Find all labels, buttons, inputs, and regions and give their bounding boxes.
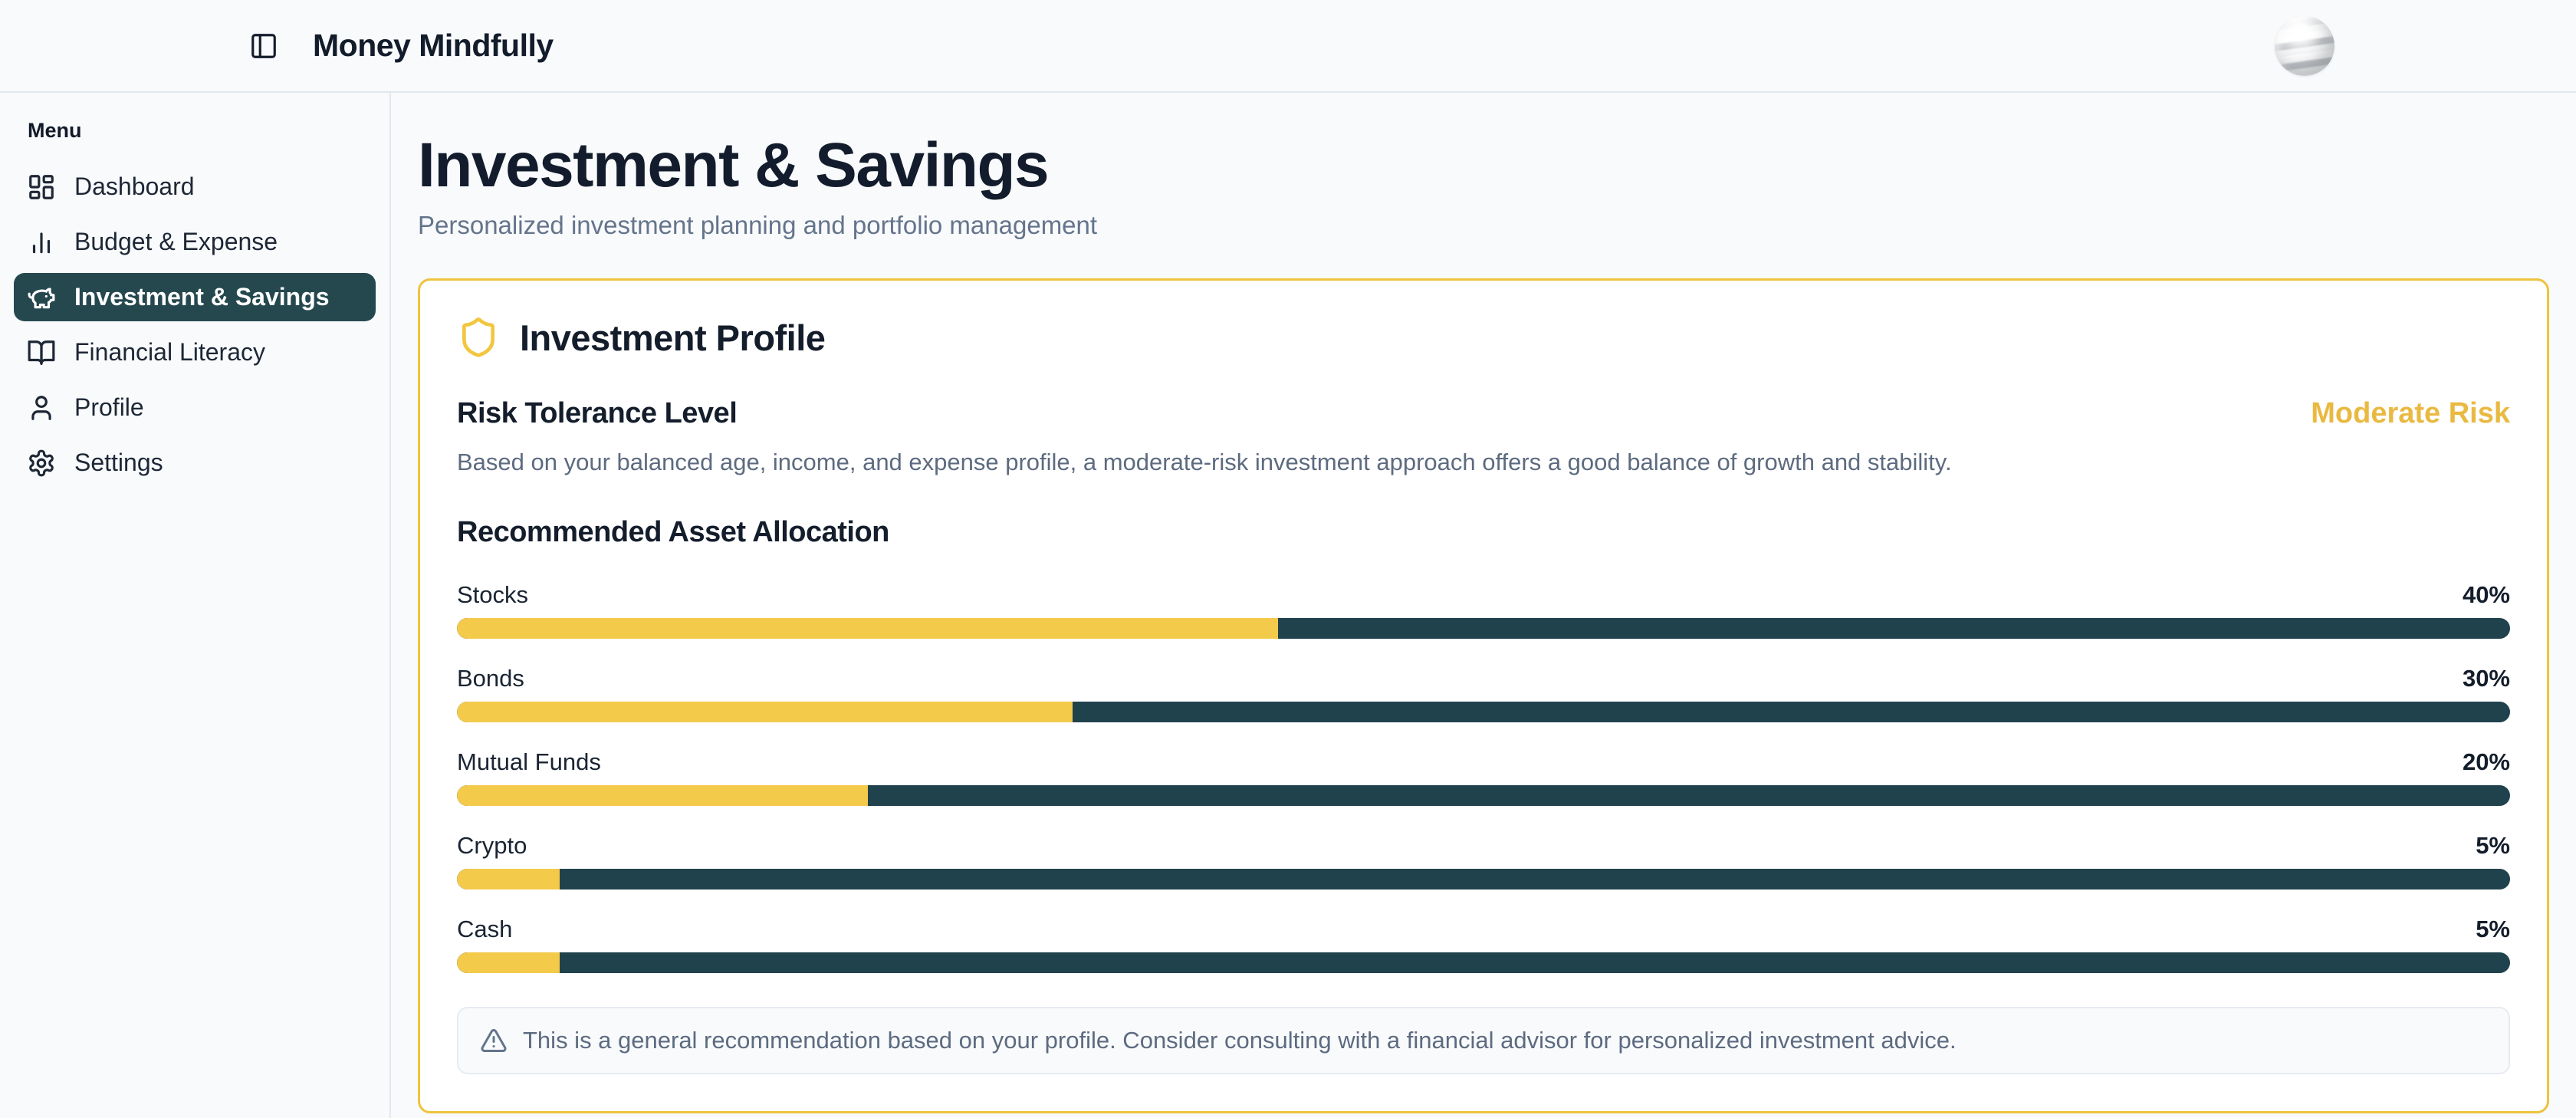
sidebar-toggle-button[interactable] xyxy=(247,29,281,63)
allocation-value: 30% xyxy=(2462,665,2510,692)
sidebar-item-dashboard[interactable] xyxy=(14,163,376,211)
card-title: Investment Profile xyxy=(520,317,826,358)
app-header xyxy=(0,0,2576,93)
page-title: Investment & Savings xyxy=(418,130,1049,200)
sidebar-item-investment-savings[interactable] xyxy=(14,273,376,321)
allocation-bar-fill xyxy=(457,785,868,806)
advisor-note xyxy=(457,1007,2510,1074)
sidebar-item-financial-literacy[interactable] xyxy=(14,328,376,377)
card-title-row xyxy=(457,316,2510,359)
allocation-row-head xyxy=(457,916,2510,943)
allocation-label: Bonds xyxy=(457,665,524,692)
shield-icon xyxy=(457,316,500,359)
sidebar-item-label: Dashboard xyxy=(74,173,195,200)
allocation-label: Crypto xyxy=(457,832,527,860)
user-icon xyxy=(27,393,56,423)
note-text: This is a general recommendation based on your profile. Consider consulting with a financial advisor for personalized investment advice. xyxy=(523,1027,1957,1054)
main-content xyxy=(391,93,2576,1118)
app-shell xyxy=(0,93,2576,1118)
bar-chart-icon xyxy=(27,228,56,257)
allocation-bar-track xyxy=(457,702,2510,722)
sidebar-item-label: Budget & Expense xyxy=(74,228,278,255)
header-avatar[interactable] xyxy=(2275,16,2334,76)
dashboard-icon xyxy=(27,173,56,202)
allocation-bar-track xyxy=(457,952,2510,973)
warning-triangle-icon xyxy=(480,1027,508,1054)
sidebar-item-budget-expense[interactable] xyxy=(14,218,376,266)
allocation-label: Stocks xyxy=(457,581,529,609)
risk-row xyxy=(457,397,2510,430)
allocation-row-bonds xyxy=(457,665,2510,722)
allocation-row-crypto xyxy=(457,832,2510,889)
sidebar-nav-list xyxy=(0,163,389,487)
allocation-bar-track xyxy=(457,785,2510,806)
sidebar-item-label: Profile xyxy=(74,393,144,421)
allocation-bar-fill xyxy=(457,618,1278,639)
allocation-row-stocks xyxy=(457,581,2510,639)
sidebar-item-label: Settings xyxy=(74,449,163,476)
sidebar xyxy=(0,93,391,1118)
sidebar-menu-label: Menu xyxy=(28,119,82,142)
book-open-icon xyxy=(27,338,56,367)
allocation-label: Cash xyxy=(457,916,513,943)
page-subtitle: Personalized investment planning and portfolio management xyxy=(418,211,1098,240)
allocation-row-cash xyxy=(457,916,2510,973)
allocation-row-head xyxy=(457,832,2510,860)
allocation-label: Mutual Funds xyxy=(457,748,601,776)
risk-heading: Risk Tolerance Level xyxy=(457,397,738,430)
allocation-bar-track xyxy=(457,618,2510,639)
risk-level-badge: Moderate Risk xyxy=(2311,397,2510,430)
piggy-bank-icon xyxy=(27,283,56,312)
allocation-bar-fill xyxy=(457,952,560,973)
allocation-bar-fill xyxy=(457,702,1073,722)
allocation-value: 20% xyxy=(2462,748,2510,776)
allocation-value: 5% xyxy=(2476,916,2510,943)
allocation-row-head xyxy=(457,665,2510,692)
allocation-row-head xyxy=(457,748,2510,776)
allocation-heading: Recommended Asset Allocation xyxy=(457,516,889,549)
panel-left-icon xyxy=(249,31,278,61)
allocation-row-mutual-funds xyxy=(457,748,2510,806)
risk-description: Based on your balanced age, income, and expense profile, a moderate-risk investment approach offers a good balance of growth and stability. xyxy=(457,449,1952,476)
allocation-value: 40% xyxy=(2462,581,2510,609)
investment-profile-card xyxy=(418,278,2549,1113)
allocation-bar-track xyxy=(457,869,2510,889)
sidebar-item-label: Investment & Savings xyxy=(74,283,330,311)
allocation-list xyxy=(457,581,2510,973)
sidebar-item-label: Financial Literacy xyxy=(74,338,265,366)
gear-icon xyxy=(27,449,56,478)
sidebar-item-profile[interactable] xyxy=(14,383,376,432)
allocation-bar-fill xyxy=(457,869,560,889)
sidebar-item-settings[interactable] xyxy=(14,439,376,487)
allocation-value: 5% xyxy=(2476,832,2510,860)
allocation-row-head xyxy=(457,581,2510,609)
app-title: Money Mindfully xyxy=(313,28,554,63)
